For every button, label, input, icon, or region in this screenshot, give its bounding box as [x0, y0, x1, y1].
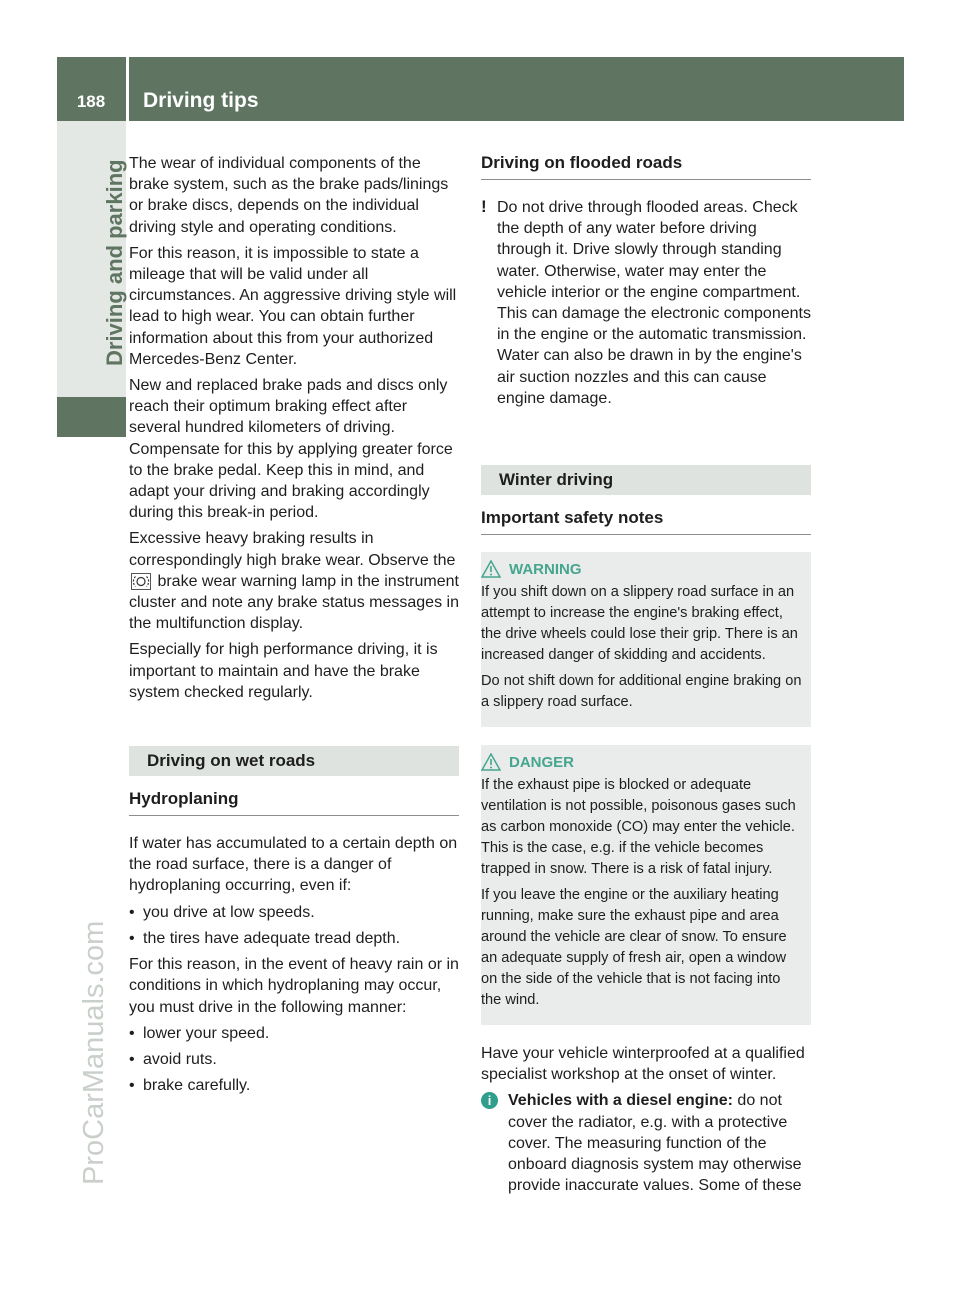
paragraph: Especially for high performance driving, it is important to maintain and have the brake system checked regularly. — [129, 641, 438, 701]
bullet-icon: • — [129, 1077, 135, 1095]
page-header — [57, 57, 904, 121]
paragraph: For this reason, in the event of heavy rain or in conditions in which hydroplaning may occur, you must drive in the following manner: — [129, 956, 459, 1016]
info-lead: Vehicles with a diesel engine: — [508, 1092, 733, 1110]
paragraph: If you shift down on a slippery road surface in an attempt to increase the engine's braking effect, the drive wheels could lose their grip. There is an increased danger of skidding and accidents. — [481, 584, 798, 664]
paragraph-text: Excessive heavy braking results in correspondingly high brake wear. Observe the — [129, 530, 456, 569]
bullet-icon: • — [129, 1024, 135, 1042]
subheading-flooded-roads: Driving on flooded roads — [481, 153, 811, 180]
list-item: • lower your speed. — [129, 1023, 459, 1044]
list-item: • brake carefully. — [129, 1075, 459, 1096]
sidebar-accent-block — [57, 397, 126, 437]
paragraph: Do not drive through flooded areas. Check the depth of any water before driving through it. Drive slowly through standing water. Otherwise, water may enter the vehicle interior or the engine compartment. This can damage the electronic components in the engine or the automatic transmission. Water can also be drawn in by the engine's air suction nozzles and this can cause engine damage. — [497, 199, 811, 407]
danger-label: DANGER — [509, 753, 575, 771]
danger-header — [481, 753, 803, 771]
info-body: do not cover the radiator, e.g. with a protective cover. The measuring function of the onboard diagnosis system may otherwise provide inaccurate values. Some of these — [508, 1092, 802, 1195]
bullet-icon: • — [129, 1050, 135, 1068]
sidebar-section-title: Driving and parking — [102, 159, 127, 366]
bullet-icon: • — [129, 929, 135, 947]
section-heading-winter-driving: Winter driving — [481, 465, 811, 495]
page-number: 188 — [76, 92, 106, 111]
watermark: ProCarManuals.com — [78, 920, 110, 1185]
notice-exclamation-icon: ! — [481, 197, 487, 216]
list-item: • you drive at low speeds. — [129, 902, 459, 923]
warning-box — [481, 552, 811, 727]
notice-text — [497, 197, 811, 409]
paragraph: For this reason, it is impossible to state a mileage that will be valid under all circumstances. An aggressive driving style will lead to high wear. You can obtain further information about this from your authorized Mercedes-Benz Center. — [129, 244, 457, 368]
page-title: Driving tips — [143, 89, 259, 112]
paragraph: If the exhaust pipe is blocked or adequate ventilation is not possible, poisonous gases such as carbon monoxide (CO) may enter the vehicle. This is the case, e.g. if the vehicle becomes trapped in snow. There is a risk of fatal injury. — [481, 777, 796, 878]
info-icon: i — [481, 1092, 498, 1109]
bullet-icon: • — [129, 903, 135, 921]
notice-block — [481, 197, 811, 409]
subheading-safety-notes: Important safety notes — [481, 508, 811, 535]
paragraph: If water has accumulated to a certain depth on the road surface, there is a danger of hydroplaning occurring, even if: — [129, 835, 458, 895]
right-column — [481, 153, 811, 1196]
list-item: • avoid ruts. — [129, 1049, 459, 1070]
info-block — [481, 1090, 811, 1196]
paragraph: Do not shift down for additional engine braking on a slippery road surface. — [481, 673, 802, 711]
brake-wear-warning-lamp-icon — [131, 573, 151, 590]
paragraph: Have your vehicle winterproofed at a qualified specialist workshop at the onset of winter. — [481, 1045, 805, 1084]
paragraph: The wear of individual components of the brake system, such as the brake pads/linings or brake discs, depends on the individual driving style and operating conditions. — [129, 155, 449, 236]
header-divider — [126, 57, 129, 121]
danger-box — [481, 745, 811, 1025]
warning-triangle-icon — [481, 753, 501, 771]
section-heading-wet-roads: Driving on wet roads — [129, 746, 459, 776]
warning-triangle-icon — [481, 560, 501, 578]
list-item: • the tires have adequate tread depth. — [129, 928, 459, 949]
paragraph-excessive-braking — [129, 528, 459, 634]
paragraph-text: brake wear warning lamp in the instrument cluster and note any brake status messages in the multifunction display. — [129, 572, 459, 633]
left-column — [129, 153, 459, 1101]
subheading-hydroplaning: Hydroplaning — [129, 789, 459, 816]
warning-label: WARNING — [509, 560, 582, 578]
paragraph: New and replaced brake pads and discs only reach their optimum braking effect after several hundred kilometers of driving. Compensate for this by applying greater force to the brake pedal. Keep this in mind, and adapt your driving and braking accordingly during this break-in period. — [129, 377, 453, 522]
warning-header — [481, 560, 803, 578]
paragraph — [508, 1090, 811, 1196]
info-text — [508, 1090, 811, 1196]
paragraph: If you leave the engine or the auxiliary heating running, make sure the exhaust pipe and area around the vehicle are clear of snow. To ensure an adequate supply of fresh air, open a window on the side of the vehicle that is not facing into the wind. — [481, 887, 787, 1009]
